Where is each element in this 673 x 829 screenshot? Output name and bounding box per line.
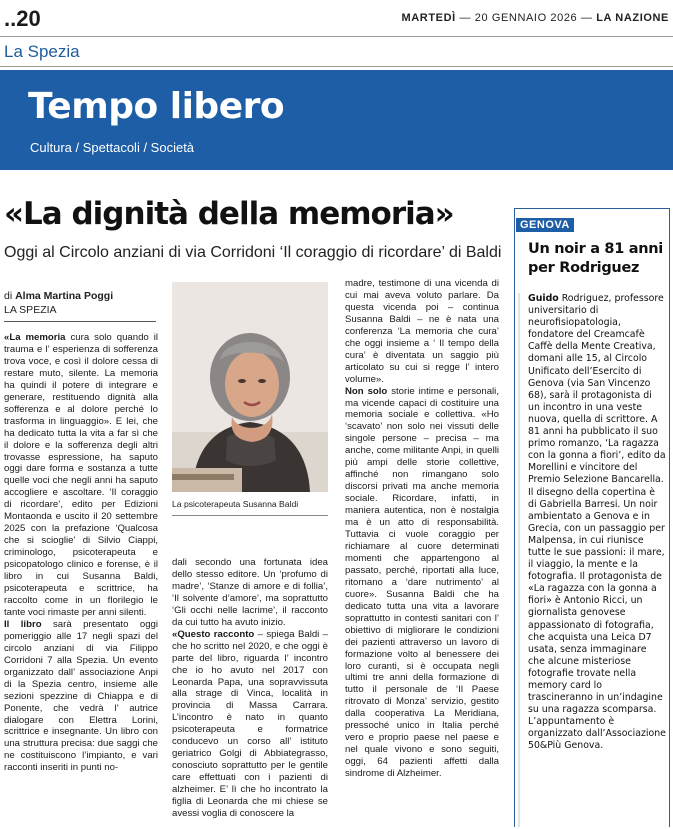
paragraph bbox=[345, 386, 499, 780]
banner-title: Tempo libero bbox=[28, 86, 285, 127]
paragraph-text: madre, testimone di una vicenda di cui mai aveva voluto parlare. Da questa vicenda poi – continua Susanna Baldi – ne è nata una conferenza ‘La memoria che cura’ che oggi insieme a ‘ Il tempo della cura’ è diventata un saggio più articolato su cui si regge l’ intero volume». bbox=[345, 278, 499, 385]
banner-subtitle: Cultura / Spettacoli / Società bbox=[30, 140, 195, 155]
sidebar-text bbox=[528, 293, 666, 827]
paragraph-text: dali secondo una fortunata idea dello stesso editore. Un ‘profumo di madre’, ‘Stanze di amore e di follia’, ‘Il solvente d’amore’, ma soprattutto ‘Gli occhi nelle lacrime’, il racconto da cui tutto ha avuto inizio. bbox=[172, 557, 328, 628]
paragraph-lead: Il libro bbox=[4, 618, 42, 630]
paragraph bbox=[345, 278, 499, 386]
paragraph-lead: «La memoria bbox=[4, 332, 66, 343]
photo-caption: La psicoterapeuta Susanna Baldi bbox=[172, 499, 299, 509]
paragraph-lead: «Questo racconto bbox=[172, 628, 255, 640]
page-number: ..20 bbox=[4, 6, 41, 31]
header-divider bbox=[0, 36, 673, 37]
paragraph bbox=[4, 619, 158, 774]
sidebar-body: Rodriguez, professore universitario di neurofisiopatologia, fondatore del Creamcafè Caffè della Mente Creativa, domani alle 15, al Circolo Unificato dell’Esercito di Genova (via San Vincenzo 68), sarà il protagonista di un incontro in una veste nuova, quella di scrittore. A 81 anni ha pubblicato il suo primo romanzo, ‘La ragazza con la gonna a fiori’, edito da Morellini e vincitore del Premio Selezione Bancarella. Il disegno della copertina è di Gabriella Barresi. Un noir ambientato a Genova e in Grecia, con un passaggio per Malpensa, in cui riunisce tutte le sue passioni: il mare, il viaggio, la mente e la fotografia. Il protagonista de «La ragazza con la gonna a fiori» è Antonio Ricci, un giornalista genovese appassionato di fotografia, che acquista una Leica D7 usata, senza immaginare che alcune misteriose fotografie trovate nella memory card lo trascineranno in un’indagine su una ragazza scomparsa. L’appuntamento è organizzato dall’Associazione 50&Più Genova. bbox=[528, 293, 666, 752]
paragraph bbox=[4, 332, 158, 619]
caption-divider bbox=[172, 515, 328, 516]
paragraph bbox=[172, 629, 328, 820]
newspaper-name: LA NAZIONE bbox=[596, 12, 669, 24]
byline bbox=[4, 290, 113, 316]
issue-day: MARTEDÌ bbox=[401, 12, 456, 24]
sidebar-lead: Guido bbox=[528, 293, 559, 304]
author-photo bbox=[172, 282, 328, 492]
article-column-2 bbox=[172, 557, 328, 825]
sidebar-title: Un noir a 81 anni per Rodriguez bbox=[528, 241, 663, 276]
issue-line bbox=[402, 12, 670, 24]
paragraph-text: – spiega Baldi – che ho scritto nel 2020, e che oggi è parte del libro, riguarda l’ incontro che io ho avuto nel 2017 con Leonarda Papa, una sopravvissuta alla strage di Vinca, località in provincia di Massa Carrara. L’incontro è nato in quanto psicoterapeuta e formatrice conducevo un corso all’ istituto geriatrico Golgi di Abbiategrasso, conosciuto soprattutto per le gentile care effettuati con i pazienti di alzheimer. E’ lì che ho incontrato la figlia di Leonarda che mi chiese se avessi voglia di conoscere la bbox=[172, 628, 328, 820]
paragraph-text: storie intime e personali, ma vicende capaci di costituire una memoria sociale e collettiva. «Ho ‘scavato’ non solo nei vissuti delle singole persone – precisa – ma anche, come militante Anpi, in quelli più ampi delle storie collettive, affinché non rimangano solo discorsi privati ma anche memoria sociale. Ricordare, infatti, in maniera autentica, non è nostalgia ma è un atto di responsabilità. Tuttavia ci vuole coraggio per richiamare al cuore determinati momenti che appartengono al passato, perché, riportati alla luce, ritornano a ‘dare nutrimento’ al cuore». Susanna Baldi che ha dedicato tutta una vita a lavorare soprattutto in contesti sanitari con l’ obiettivo di migliorare le condizioni dei pazienti attraverso un lavoro di formazione volto al benessere dei loro curanti, si è occupata negli ultimi tre anni della formazione di tutto il personale de ‘Il Paese ritrovato di Monza’ servizio, gestito dalla cooperativa La Meridiana, pressoché unico in Italia perché vero e proprio paese nel paese e nel quale vivono e sono seguiti, oggi, 64 pazienti affetti dalla sindrome di Alzheimer. bbox=[345, 385, 499, 780]
article-column-3 bbox=[345, 278, 499, 826]
byline-location: LA SPEZIA bbox=[4, 304, 57, 316]
portrait-illustration bbox=[172, 282, 328, 492]
article-subhead: Oggi al Circolo anziani di via Corridoni ‘Il coraggio di ricordare’ di Baldi bbox=[4, 244, 502, 261]
page-header bbox=[0, 0, 673, 40]
section-banner bbox=[0, 70, 673, 170]
author-name: Alma Martina Poggi bbox=[15, 290, 114, 302]
article-column-1 bbox=[4, 332, 158, 826]
byline-prefix: di bbox=[4, 290, 16, 302]
paragraph-text: cura solo quando il trauma e l’ esperienza di sofferenza trova voce, e così il dolore cessa di restare muto, silente. La memoria ha quindi il potere di integrare e generare, restituendo dignità alla sofferenza e al dolore perché lo trasforma in linguaggio». E lei, che ha dedicato tutta la vita a far sì che il dolore e la sofferenza degli altri trovasse espressione, ha saputo oggi dare forma e sostanza a tutte quelle voci che negli anni ha saputo accogliere e ascoltare. ‘Il coraggio di ricordare’, edito per Edizioni Montaonda e uscito il 20 settembre 2025 con la prefazione ‘Qualcosa che si scioglie’ di Silvio Ciappi, criminologo, psicoterapeuta e psicopatologo clinico e forense, è il libro in cui Susanna Baldi, psicoterapeuta e scrittrice, ha raccolto come in un florilegio le tante voci rimaste per anni silenti. bbox=[4, 332, 158, 618]
sidebar-tag: GENOVA bbox=[516, 218, 574, 232]
article-headline: «La dignità della memoria» bbox=[4, 196, 454, 232]
issue-date: — 20 GENNAIO 2026 — bbox=[455, 12, 597, 24]
city-section: La Spezia bbox=[4, 42, 80, 61]
paragraph-text: sarà presentato oggi pomeriggio alle 17 negli spazi del circolo anziani di via Filippo Corridoni 7 alla Spezia. Un evento organizzato dall’ associazione Anpi di la Spezia centro, insieme alle sezioni spezzine di Chiappa e di Ponente, che vedrà l’ autrice dialogare con Elettra Lorini, scrittrice e insegnante. Un libro con una struttura precisa: due saggi che ne costituiscono l’impianto, e vari racconti inseriti in punti no- bbox=[4, 618, 158, 774]
paragraph-lead: Non solo bbox=[345, 385, 388, 397]
section-divider bbox=[0, 66, 673, 67]
paragraph bbox=[172, 557, 328, 629]
byline-divider bbox=[4, 321, 156, 322]
sidebar-accent-rule bbox=[518, 293, 520, 827]
